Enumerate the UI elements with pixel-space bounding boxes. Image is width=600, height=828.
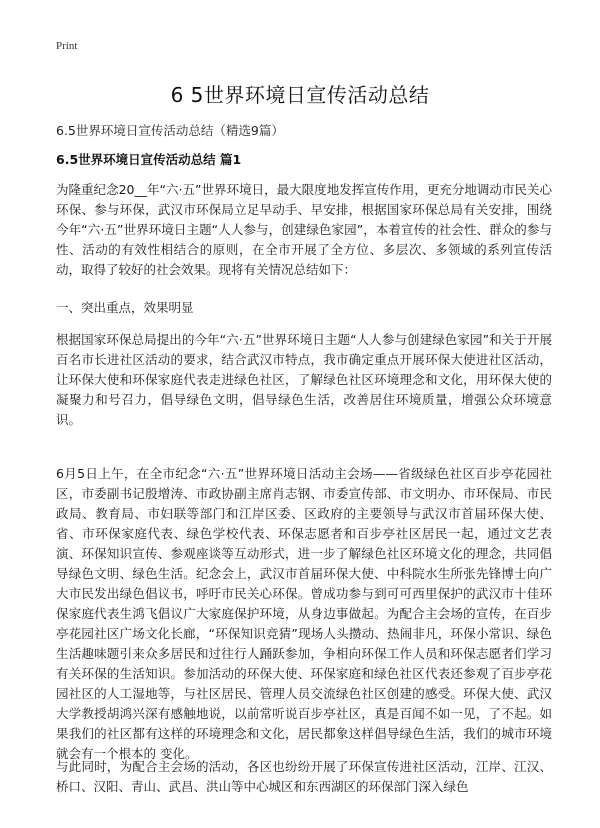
paragraph-intro: 为隆重纪念20__年“六·五”世界环境日，最大限度地发挥宣传作用，更充分地调动市民关心环保、参与环保，武汉市环保局立足早动手、早安排，根据国家环保总局有关安排，围绕今年“六·五”世界环境日主题“人人参与，创建绿色家园”，本着宣传的社会性、群众的参与性、活动的有效性相结合的原则，在全市开展了全方位、多层次、多领域的系列宣传活动，取得了较好的社会效果。现将有关情况总结如下： [56, 182, 552, 277]
print-label: Print [56, 40, 78, 52]
document-subtitle: 6.5世界环境日宣传活动总结（精选9篇） [56, 123, 284, 138]
paragraph-body-1: 根据国家环保总局提出的今年“六·五”世界环境日主题“人人参与创建绿色家园”和关于开展百名市长进社区活动的要求，结合武汉市特点，我市确定重点开展环保大使进社区活动，让环保大使和环保家庭代表走进绿色社区，了解绿色社区环境理念和文化，用环保大使的凝聚力和号召力，倡导绿色文明，倡导绿色生活，改善居住环境质量，增强公众环境意识。 [56, 332, 552, 427]
document-title: 6 5世界环境日宣传活动总结 [170, 83, 430, 107]
section-heading: 6.5世界环境日宣传活动总结 篇1 [56, 152, 242, 167]
paragraph-body-2: 6月5日上午，在全市纪念“六·五”世界环境日活动主会场——省级绿色社区百步亭花园社区，市委副书记殷增涛、市政协副主席肖志钢、市委宣传部、市文明办、市环保局、市民政局、教育局、市妇联等部门和江岸区委、区政府的主要领导与武汉市首届环保大使、省、市环保家庭代表、绿色学校代表、环保志愿者和百步亭社区居民一起，通过文艺表演、环保知识宣传、参观座谈等互动形式，进一步了解绿色社区环境文化的理念，共同倡导绿色文明、绿色生活。纪念会上，武汉市首届环保大使、中科院水生所张先锋博士向广大市民发出绿色倡议书，呼吁市民关心环保。曾成功参与到可可西里保护的武汉市十佳环保家庭代表生鸿飞倡议广大家庭保护环境，从身边事做起。为配合主会场的宣传，在百步亭花园社区广场文化长廊，“环保知识竞猜”现场人头攒动、热闹非凡，环保小常识、绿色生活趣味题引来众多居民和过往行人踊跃参加，争相向环保工作人员和环保志愿者们学习有关环保的生活知识。参加活动的环保大使、环保家庭和绿色社区代表还参观了百步亭花园社区的人工湿地等，与社区居民、管理人员交流绿色社区创建的感受。环保大使、武汉大学教授胡鸿兴深有感触地说，以前常听说百步亭社区，真是百闻不如一见，了不起。如果我们的社区都有这样的环境理念和文化，居民都象这样倡导绿色生活，我们的城市环境就会有一个根本的 变化。 [56, 466, 552, 761]
paragraph-heading-1: 一、突出重点，效果明显 [56, 300, 194, 315]
paragraph-body-3: 与此同时，为配合主会场的活动，各区也纷纷开展了环保宣传进社区活动，江岸、江汉、桥口、汉阳、青山、武昌、洪山等中心城区和东西湖区的环保部门深入绿色 [56, 759, 552, 794]
